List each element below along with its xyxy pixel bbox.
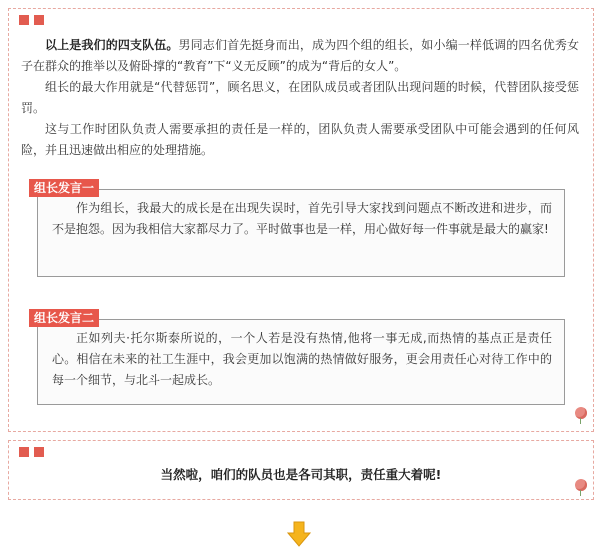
speech-text-2: 正如列夫·托尔斯泰所说的，一个人若是没有热情,他将一事无成,而热情的基点正是责任心。相信在未来的社工生涯中，我会更加以饱满的热情做好服务，更会用责任心对待工作中的每一个细节，与北斗一起成长。 bbox=[52, 331, 552, 387]
speech-tag-2: 组长发言二 bbox=[29, 309, 99, 327]
speech-box-1 bbox=[37, 189, 565, 277]
closing-panel bbox=[8, 440, 594, 500]
speech-tag-1: 组长发言一 bbox=[29, 179, 99, 197]
intro-paragraph-3: 这与工作时团队负责人需要承担的责任是一样的，团队负责人需要承受团队中可能会遇到的任何风险，并且迅速做出相应的处理措施。 bbox=[21, 122, 579, 157]
flower-icon bbox=[575, 479, 587, 491]
content-panel bbox=[8, 8, 594, 432]
flower-icon bbox=[575, 407, 587, 419]
down-arrow-icon[interactable] bbox=[287, 521, 311, 547]
intro-paragraph-2: 组长的最大作用就是“代替惩罚”，顾名思义，在团队成员或者团队出现问题的时候，代替团队接受惩罚。 bbox=[21, 80, 579, 115]
intro-paragraph-1 bbox=[21, 35, 579, 77]
intro-text-1: 男同志们首先挺身而出，成为四个组的组长，如小编一样低调的四名优秀女子在群众的推举以及俯卧撑的“教育”下“义无反顾”的成为“背后的女人”。 bbox=[21, 38, 579, 73]
corner-squares-icon bbox=[19, 15, 44, 25]
intro-lead: 以上是我们的四支队伍。 bbox=[45, 38, 179, 52]
closing-text: 当然啦，咱们的队员也是各司其职，责任重大着呢! bbox=[160, 467, 442, 482]
corner-squares-icon bbox=[19, 447, 44, 457]
speech-text-1: 作为组长，我最大的成长是在出现失误时，首先引导大家找到问题点不断改进和进步，而不是抱怨。因为我相信大家都尽力了。平时做事也是一样，用心做好每一件事就是最大的赢家! bbox=[52, 201, 552, 236]
speech-box-2 bbox=[37, 319, 565, 405]
